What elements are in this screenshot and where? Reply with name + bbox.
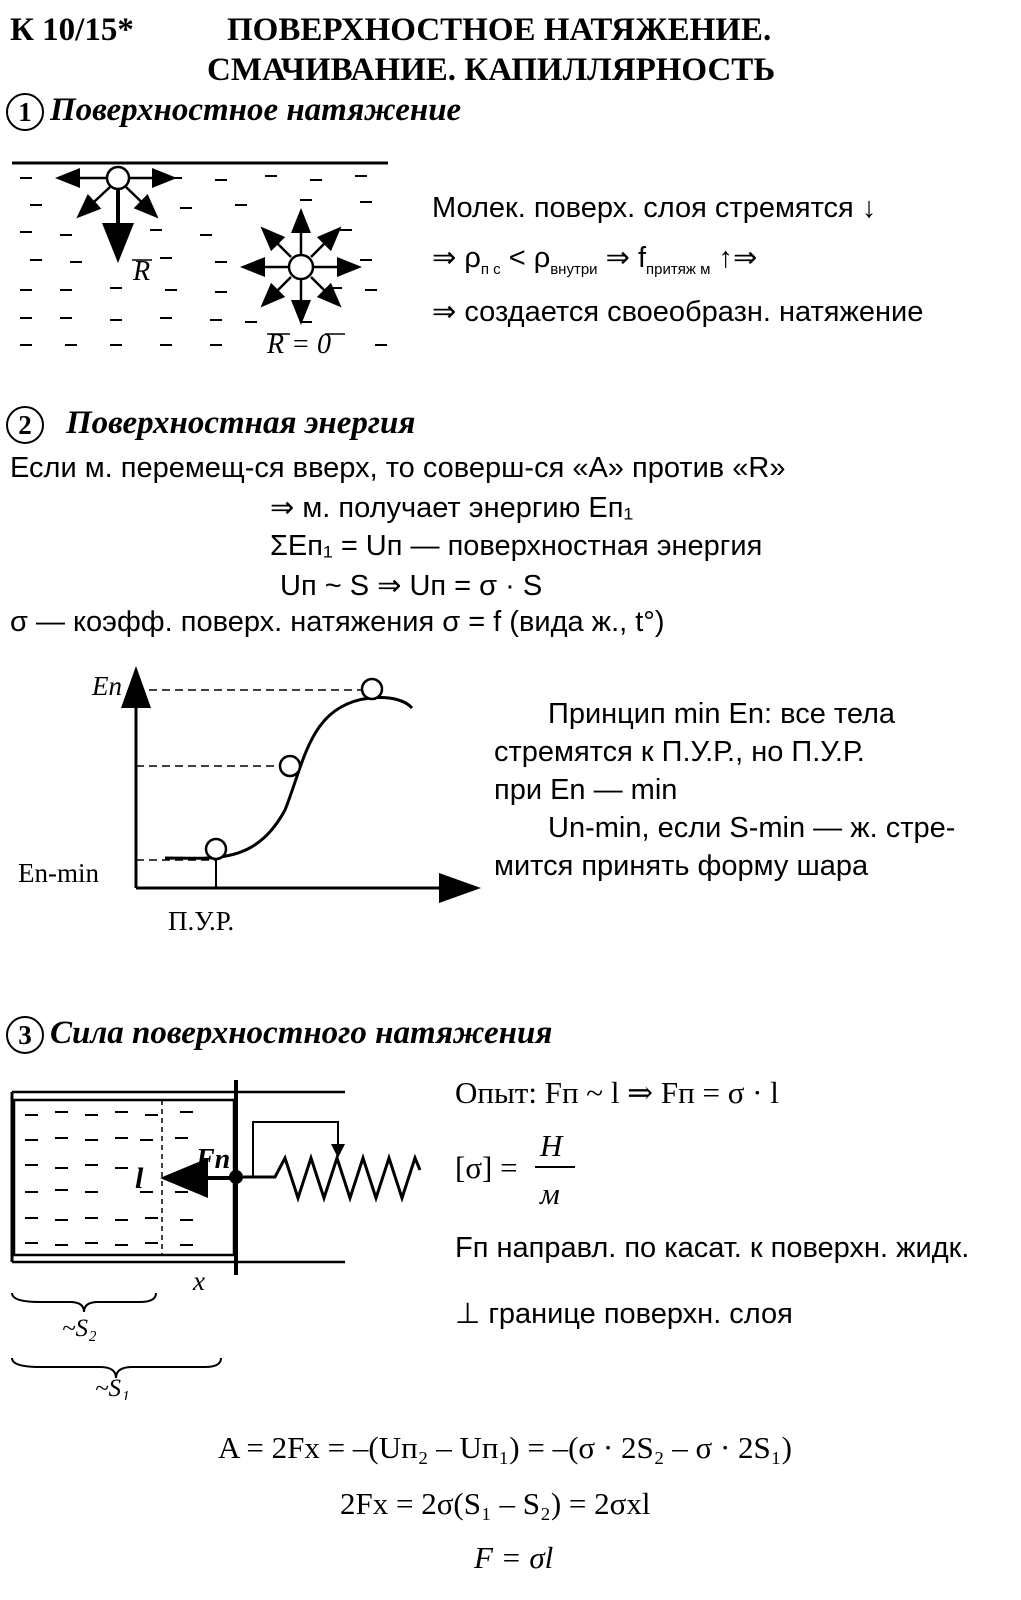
section2-heading: [6, 405, 415, 444]
s2-principle-l3: при En — min: [494, 774, 678, 806]
frame-diagram: [0, 1080, 440, 1400]
s3-eq1: A = 2Fx = –(Uп₂ – Uп₁) = –(σ · 2S₂ – σ · 2S₁): [218, 1430, 792, 1465]
doc-code: К 10/15*: [10, 12, 134, 48]
graph-y-label: En: [92, 671, 122, 701]
s3-dir2: ⊥ границе поверхн. слоя: [455, 1298, 793, 1330]
label-r: R: [133, 256, 151, 287]
label-x: x: [193, 1266, 205, 1296]
s3-unit-num: Н: [540, 1128, 563, 1163]
s3-unit-lhs: [σ] =: [455, 1150, 518, 1185]
s3-eq2: 2Fx = 2σ(S₁ – S₂) = 2σxl: [340, 1486, 651, 1521]
section2-number: 2: [6, 406, 44, 444]
page-title-line1: ПОВЕРХНОСТНОЕ НАТЯЖЕНИЕ.: [227, 12, 772, 48]
s3-experiment: Опыт: Fп ~ l ⇒ Fп = σ · l: [455, 1075, 779, 1110]
molecule-diagram: [0, 150, 400, 360]
graph-x-label: П.У.Р.: [168, 906, 235, 936]
s3-unit-den: м: [540, 1176, 560, 1211]
section3-number: 3: [6, 1016, 44, 1054]
s1-line2: ⇒ $\rho_{п с} < \rho_{внутри}$ ⇒ $f_{притяж м}$ ↑⇒: [432, 242, 758, 278]
energy-graph: [0, 660, 490, 950]
section2-title: Поверхностная энергия: [66, 405, 416, 441]
s2-line1: Если м. перемещ-ся вверх, то соверш-ся «A» против «R»: [10, 452, 786, 484]
section1-title: Поверхностное натяжение: [50, 92, 462, 128]
s2-principle-l4: Un-min, если S-min — ж. стре-: [548, 812, 956, 844]
section1-heading: [6, 92, 461, 131]
section3-title: Сила поверхностного натяжения: [50, 1015, 553, 1051]
graph-min-label: En-min: [18, 858, 99, 888]
s2-line2: ⇒ м. получает энергию Eп₁: [270, 492, 634, 524]
label-l: l: [135, 1162, 144, 1195]
section3-heading: [6, 1015, 552, 1054]
s2-line3: ΣEп₁ = Uп — поверхностная энергия: [270, 530, 763, 562]
s2-line4: Uп ~ S ⇒ Uп = σ · S: [280, 570, 543, 602]
page-title-line2: СМАЧИВАНИЕ. КАПИЛЛЯРНОСТЬ: [207, 52, 776, 88]
s1-line3: ⇒ создается своеобразн. натяжение: [432, 296, 924, 328]
label-f: Fп: [196, 1144, 231, 1175]
s2-principle-l5: мится принять форму шара: [494, 850, 869, 882]
label-r-zero: R = 0: [267, 329, 331, 360]
label-s1: ~S₁: [95, 1375, 130, 1400]
s2-principle-l2: стремятся к П.У.Р., но П.У.Р.: [494, 736, 865, 768]
section1-number: 1: [6, 93, 44, 131]
s2-principle-l1: Принцип min En: все тела: [548, 698, 896, 730]
s3-eq3: F = σl: [474, 1540, 554, 1575]
s1-line1: Молек. поверх. слоя стремятся ↓: [432, 192, 877, 224]
fraction-bar: [535, 1166, 575, 1168]
s3-dir1: Fп направл. по касат. к поверхн. жидк.: [455, 1232, 970, 1264]
s2-line5: σ — коэфф. поверх. натяжения σ = f (вида ж., t°): [10, 606, 665, 638]
label-s2: ~S₂: [62, 1315, 97, 1342]
